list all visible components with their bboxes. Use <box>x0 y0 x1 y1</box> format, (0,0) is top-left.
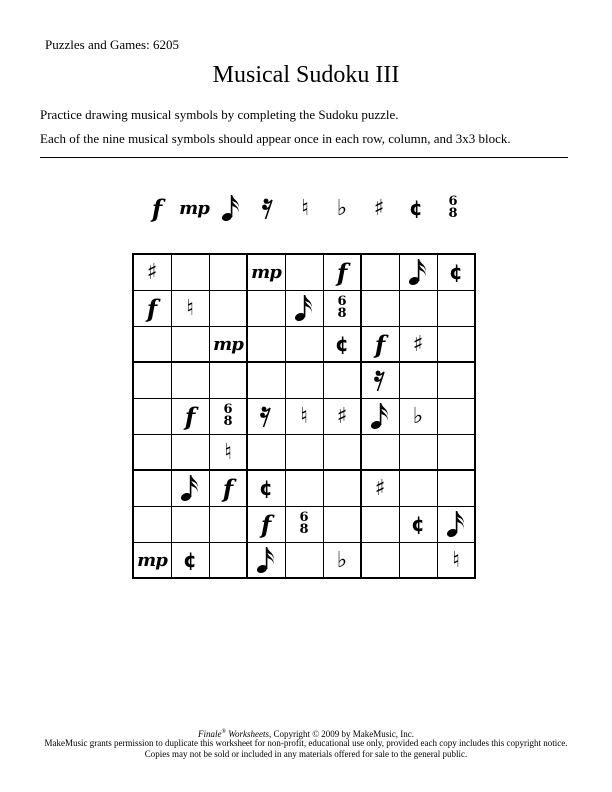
grid-vertical-line <box>437 253 438 579</box>
time-signature-top: 6 <box>299 510 309 525</box>
forte-glyph: f <box>336 257 348 287</box>
legend-flat-icon <box>322 188 362 228</box>
legend-cut-time-icon <box>396 188 436 228</box>
page-title: Musical Sudoku III <box>212 62 400 88</box>
footer-permission: MakeMusic grants permission to duplicate this worksheet for non-profit, educational use only, provided each copy includes this copyright notice. <box>44 738 568 748</box>
sudoku-cell-natural <box>285 398 323 434</box>
grid-vertical-line <box>171 253 172 579</box>
divider <box>40 157 568 158</box>
sudoku-cell-mezzo-piano <box>209 326 247 362</box>
mezzo-piano-glyph: mp <box>251 261 281 283</box>
sudoku-cell-empty[interactable] <box>437 362 475 398</box>
sudoku-cell-empty[interactable] <box>133 506 171 542</box>
sudoku-cell-flat <box>399 398 437 434</box>
time-signature-bottom: 8 <box>223 414 233 429</box>
cut-time-glyph: ¢ <box>449 260 463 284</box>
sharp-glyph: ♯ <box>146 259 158 285</box>
forte-glyph: f <box>374 329 386 359</box>
grid-vertical-line <box>399 253 400 579</box>
sudoku-cell-empty[interactable] <box>399 434 437 470</box>
sudoku-cell-empty[interactable] <box>323 362 361 398</box>
time-signature-top: 6 <box>337 294 347 309</box>
sudoku-cell-empty[interactable] <box>285 470 323 506</box>
time-signature-bottom: 8 <box>299 522 309 537</box>
sudoku-cell-six-eight-time <box>285 506 323 542</box>
time-signature-bottom: 8 <box>448 206 458 221</box>
sudoku-cell-empty[interactable] <box>133 434 171 470</box>
sudoku-cell-empty[interactable] <box>285 542 323 578</box>
mezzo-piano-glyph: mp <box>213 333 243 355</box>
forte-glyph: f <box>151 193 163 223</box>
cut-time-glyph: ¢ <box>411 512 425 536</box>
footer-restriction: Copies may not be sold or included in any materials offered for sale to the general public. <box>144 749 468 759</box>
grid-horizontal-line <box>132 577 476 579</box>
cut-time-glyph: ¢ <box>409 196 423 220</box>
sudoku-cell-empty[interactable] <box>437 470 475 506</box>
sudoku-cell-empty[interactable] <box>285 326 323 362</box>
sudoku-cell-sixteenth-note <box>247 542 285 578</box>
sudoku-cell-empty[interactable] <box>361 290 399 326</box>
sudoku-cell-empty[interactable] <box>437 290 475 326</box>
flat-glyph: ♭ <box>336 195 348 221</box>
sudoku-cell-cut-time <box>437 254 475 290</box>
natural-glyph: ♮ <box>186 295 194 321</box>
sudoku-cell-empty[interactable] <box>399 362 437 398</box>
sudoku-cell-empty[interactable] <box>247 290 285 326</box>
sudoku-cell-cut-time <box>323 326 361 362</box>
grid-horizontal-line <box>132 434 476 435</box>
grid-horizontal-line <box>132 361 476 363</box>
sudoku-cell-sixteenth-note <box>171 470 209 506</box>
sudoku-cell-empty[interactable] <box>171 506 209 542</box>
time-signature-text <box>448 196 457 220</box>
grid-horizontal-line <box>132 326 476 327</box>
natural-glyph: ♮ <box>224 439 232 465</box>
grid-horizontal-line <box>132 542 476 543</box>
forte-glyph: f <box>146 293 158 323</box>
legend-six-eight-time-icon <box>433 188 473 228</box>
legend-sixteenth-note-icon <box>211 188 251 228</box>
legend-natural-icon <box>285 188 325 228</box>
forte-glyph: f <box>184 401 196 431</box>
sudoku-cell-six-eight-time <box>323 290 361 326</box>
sudoku-cell-sixteenth-note <box>361 398 399 434</box>
grid-horizontal-line <box>132 506 476 507</box>
sudoku-cell-sharp <box>361 470 399 506</box>
sudoku-cell-empty[interactable] <box>209 254 247 290</box>
sudoku-cell-empty[interactable] <box>133 470 171 506</box>
mezzo-piano-glyph: mp <box>137 549 167 571</box>
grid-vertical-line <box>132 253 134 579</box>
sudoku-cell-sixteenth-rest <box>361 362 399 398</box>
sharp-glyph: ♯ <box>336 403 348 429</box>
sudoku-cell-forte <box>171 398 209 434</box>
time-signature-text <box>299 512 308 536</box>
sudoku-cell-empty[interactable] <box>399 290 437 326</box>
sudoku-cell-mezzo-piano <box>247 254 285 290</box>
sudoku-cell-empty[interactable] <box>399 542 437 578</box>
legend-mezzo-piano-icon <box>174 188 214 228</box>
sudoku-cell-empty[interactable] <box>171 254 209 290</box>
sudoku-cell-empty[interactable] <box>171 434 209 470</box>
sudoku-grid <box>133 254 475 578</box>
sudoku-cell-empty[interactable] <box>247 326 285 362</box>
sudoku-cell-six-eight-time <box>209 398 247 434</box>
sudoku-cell-empty[interactable] <box>437 434 475 470</box>
grid-vertical-line <box>285 253 286 579</box>
sharp-glyph: ♯ <box>374 475 386 501</box>
natural-glyph: ♮ <box>452 547 460 573</box>
sudoku-cell-empty[interactable] <box>285 362 323 398</box>
instruction-2: Each of the nine musical symbols should appear once in each row, column, and 3x3 block. <box>40 131 511 146</box>
forte-glyph: f <box>222 473 234 503</box>
cut-time-glyph: ¢ <box>335 332 349 356</box>
grid-vertical-line <box>323 253 324 579</box>
flat-glyph: ♭ <box>412 403 424 429</box>
natural-glyph: ♮ <box>301 195 309 221</box>
sharp-glyph: ♯ <box>412 331 424 357</box>
sudoku-cell-empty[interactable] <box>285 434 323 470</box>
mezzo-piano-glyph: mp <box>179 197 209 219</box>
sudoku-cell-sharp <box>133 254 171 290</box>
sudoku-cell-cut-time <box>171 542 209 578</box>
symbol-legend <box>138 188 474 228</box>
sudoku-cell-natural <box>171 290 209 326</box>
sudoku-cell-forte <box>209 470 247 506</box>
sudoku-cell-cut-time <box>247 470 285 506</box>
grid-vertical-line <box>474 253 476 579</box>
sudoku-cell-empty[interactable] <box>361 254 399 290</box>
legend-sixteenth-rest-icon <box>248 188 288 228</box>
sudoku-cell-empty[interactable] <box>171 326 209 362</box>
sudoku-cell-empty[interactable] <box>209 362 247 398</box>
cut-time-glyph: ¢ <box>183 548 197 572</box>
grid-horizontal-line <box>132 398 476 399</box>
sudoku-cell-cut-time <box>399 506 437 542</box>
legend-forte-icon <box>137 188 177 228</box>
footer-copyright: Finale® Worksheets, Copyright © 2009 by MakeMusic, Inc. <box>197 729 415 739</box>
cut-time-glyph: ¢ <box>259 476 273 500</box>
sudoku-cell-empty[interactable] <box>399 470 437 506</box>
sudoku-cell-sixteenth-rest <box>247 398 285 434</box>
sudoku-cell-empty[interactable] <box>437 326 475 362</box>
sudoku-cell-empty[interactable] <box>209 290 247 326</box>
sudoku-cell-empty[interactable] <box>437 398 475 434</box>
sudoku-cell-mezzo-piano <box>133 542 171 578</box>
sudoku-cell-forte <box>323 254 361 290</box>
natural-glyph: ♮ <box>300 403 308 429</box>
sudoku-cell-empty[interactable] <box>247 362 285 398</box>
sudoku-cell-natural <box>209 434 247 470</box>
sudoku-cell-empty[interactable] <box>323 470 361 506</box>
sudoku-cell-empty[interactable] <box>323 506 361 542</box>
grid-vertical-line <box>360 253 362 579</box>
flat-glyph: ♭ <box>336 547 348 573</box>
sudoku-cell-empty[interactable] <box>361 542 399 578</box>
sudoku-cell-forte <box>247 506 285 542</box>
sharp-glyph: ♯ <box>373 195 385 221</box>
instruction-1: Practice drawing musical symbols by completing the Sudoku puzzle. <box>40 107 399 122</box>
grid-vertical-line <box>246 253 248 579</box>
sudoku-cell-empty[interactable] <box>361 434 399 470</box>
grid-horizontal-line <box>132 469 476 471</box>
grid-horizontal-line <box>132 290 476 291</box>
sudoku-cell-empty[interactable] <box>209 542 247 578</box>
sudoku-cell-flat <box>323 542 361 578</box>
time-signature-bottom: 8 <box>337 306 347 321</box>
time-signature-top: 6 <box>448 194 458 209</box>
sudoku-cell-empty[interactable] <box>209 506 247 542</box>
legend-sharp-icon <box>359 188 399 228</box>
time-signature-text <box>223 404 232 428</box>
sudoku-cell-natural <box>437 542 475 578</box>
sudoku-cell-empty[interactable] <box>133 362 171 398</box>
sudoku-cell-empty[interactable] <box>133 326 171 362</box>
sudoku-cell-sixteenth-note <box>285 290 323 326</box>
sudoku-cell-empty[interactable] <box>171 362 209 398</box>
sudoku-cell-forte <box>361 326 399 362</box>
sudoku-cell-forte <box>133 290 171 326</box>
sudoku-cell-sixteenth-note <box>437 506 475 542</box>
sudoku-cell-empty[interactable] <box>323 434 361 470</box>
time-signature-top: 6 <box>223 402 233 417</box>
sudoku-cell-empty[interactable] <box>285 254 323 290</box>
sudoku-cell-sharp <box>323 398 361 434</box>
grid-vertical-line <box>209 253 210 579</box>
sudoku-cell-empty[interactable] <box>133 398 171 434</box>
sudoku-cell-sharp <box>399 326 437 362</box>
sudoku-cell-sixteenth-note <box>399 254 437 290</box>
sudoku-cell-empty[interactable] <box>361 506 399 542</box>
header-label: Puzzles and Games: 6205 <box>45 37 179 52</box>
time-signature-text <box>337 296 346 320</box>
sudoku-cell-empty[interactable] <box>247 434 285 470</box>
grid-horizontal-line <box>132 253 476 255</box>
forte-glyph: f <box>260 509 272 539</box>
